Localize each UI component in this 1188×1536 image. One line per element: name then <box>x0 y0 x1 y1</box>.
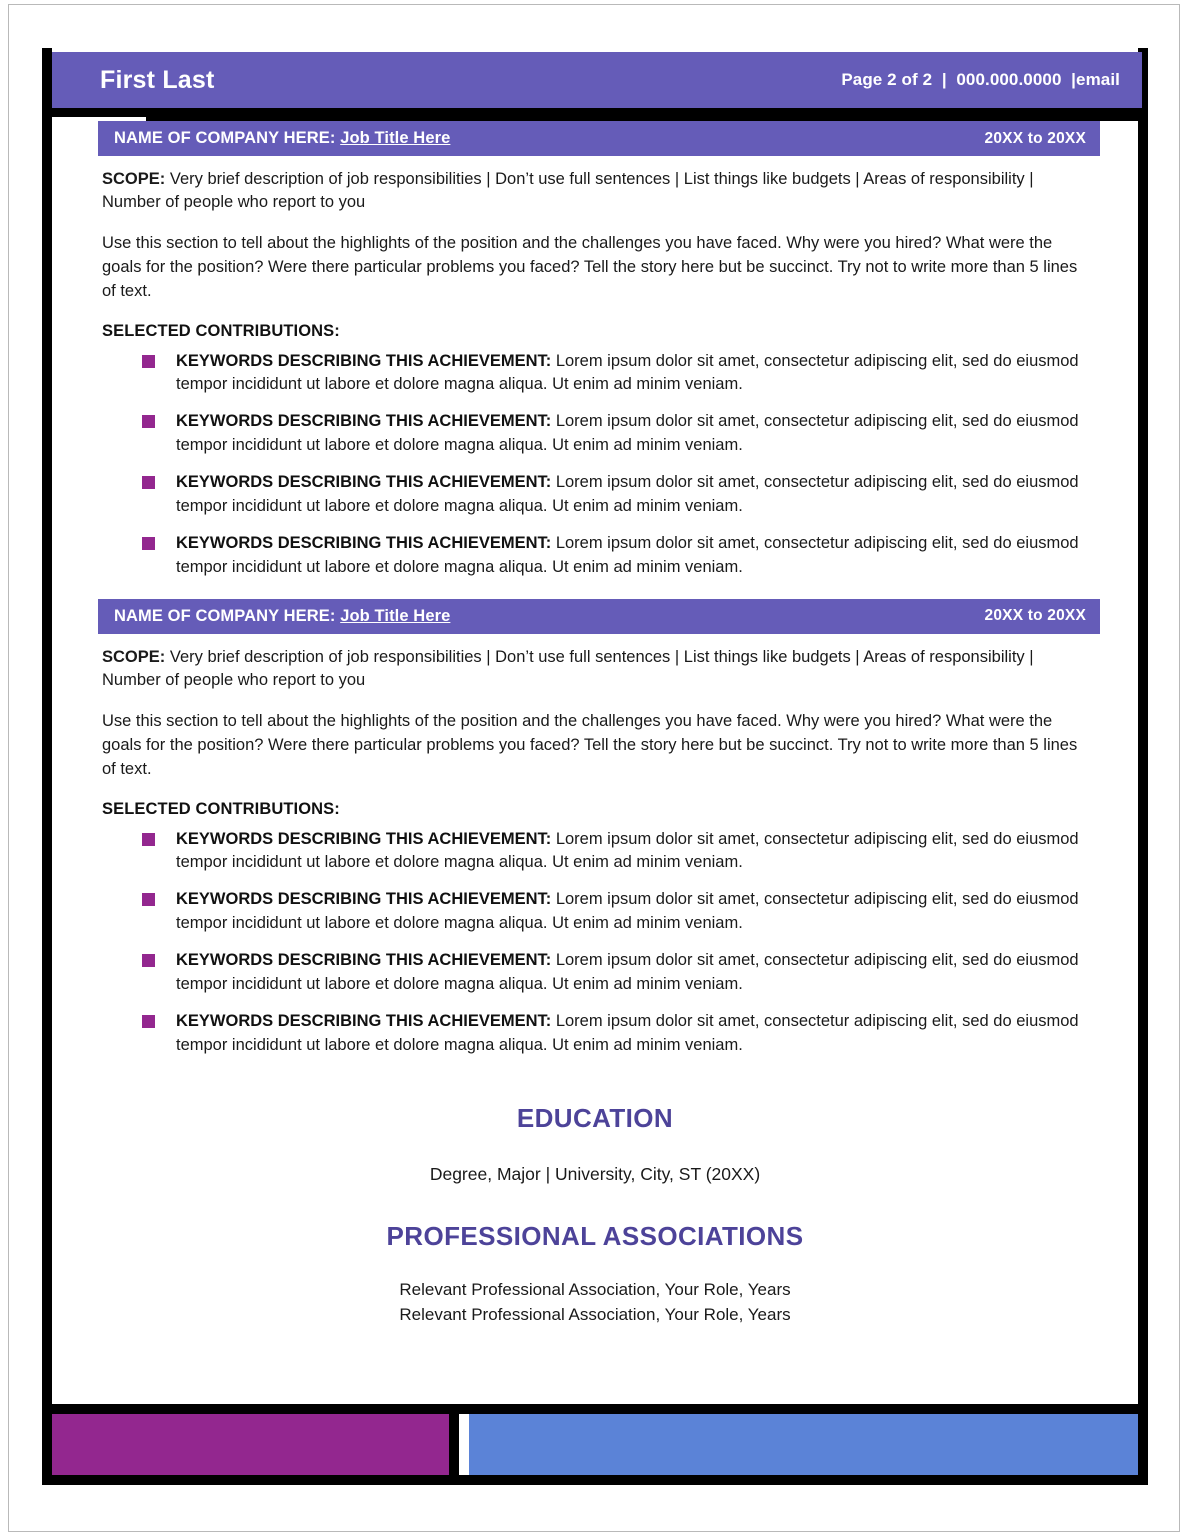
footer-accent-bar-magenta <box>52 1414 459 1475</box>
scope-text-2: Very brief description of job responsibilities | Don’t use full sentences | List things like budgets | Areas of responsibility | Number of people who report to you <box>102 647 1034 690</box>
bullet-keyword: KEYWORDS DESCRIBING THIS ACHIEVEMENT: <box>176 951 552 970</box>
bullet-text: Lorem ipsum dolor sit amet, consectetur adipiscing elit, sed do eiusmod tempor incididunt ut labore et dolore magna aliqua. Ut enim ad minim veniam. <box>176 829 1079 871</box>
square-bullet-icon <box>142 415 155 428</box>
bullet-text: Lorem ipsum dolor sit amet, consectetur adipiscing elit, sed do eiusmod tempor incididunt ut labore et dolore magna aliqua. Ut enim ad minim veniam. <box>176 951 1079 993</box>
square-bullet-icon <box>142 833 155 846</box>
header-person-name: First Last <box>100 65 215 94</box>
job-scope-1 <box>102 168 1094 215</box>
education-section-title: EDUCATION <box>516 1102 674 1133</box>
associations-list <box>52 1278 1138 1327</box>
job-dates-1: 20XX to 20XX <box>984 129 1086 147</box>
contributions-list-2 <box>102 828 1094 1057</box>
list-item <box>102 888 1094 935</box>
contributions-list-1 <box>102 350 1094 579</box>
job-scope-2 <box>102 646 1094 693</box>
scope-text-1: Very brief description of job responsibilities | Don’t use full sentences | List things like budgets | Areas of responsibility | Number of people who report to you <box>102 170 1034 212</box>
square-bullet-icon <box>142 476 155 489</box>
job-title-link-1[interactable]: Job Title Here <box>340 129 451 147</box>
bullet-keyword: KEYWORDS DESCRIBING THIS ACHIEVEMENT: <box>176 1012 552 1031</box>
page-header <box>52 52 1142 108</box>
experience-entry-2 <box>52 599 1138 1057</box>
section-spacer <box>52 579 1138 599</box>
associations-section-title: PROFESSIONAL ASSOCIATIONS <box>386 1220 804 1251</box>
header-rule-right <box>146 108 1148 121</box>
bullet-text: Lorem ipsum dolor sit amet, consectetur adipiscing elit, sed do eiusmod tempor incididunt ut labore et dolore magna aliqua. Ut enim ad minim veniam. <box>176 412 1079 454</box>
square-bullet-icon <box>142 893 155 906</box>
bullet-text: Lorem ipsum dolor sit amet, consectetur adipiscing elit, sed do eiusmod tempor incididunt ut labore et dolore magna aliqua. Ut enim ad minim veniam. <box>176 534 1079 576</box>
job-company-1: NAME OF COMPANY HERE: <box>114 129 336 147</box>
square-bullet-icon <box>142 1015 155 1028</box>
list-item <box>102 828 1094 875</box>
job-header-bar-1 <box>98 121 1100 156</box>
contributions-label-1: SELECTED CONTRIBUTIONS: <box>102 321 340 340</box>
square-bullet-icon <box>142 355 155 368</box>
list-item <box>102 532 1094 579</box>
list-item <box>102 471 1094 518</box>
bullet-keyword: KEYWORDS DESCRIBING THIS ACHIEVEMENT: <box>176 534 552 553</box>
job-story-1: Use this section to tell about the highlights of the position and the challenges you have faced. Why were you hired? What were the goals for the position? Were there particular problems you faced? Tell the story here but be succinct. Try not to write more than 5 lines of text. <box>102 233 1078 301</box>
list-item <box>102 350 1094 397</box>
list-item <box>102 1010 1094 1057</box>
education-entry: Degree, Major | University, City, ST (20XX) <box>429 1163 761 1184</box>
association-entry: Relevant Professional Association, Your Role, Years <box>399 1304 791 1324</box>
header-contact-meta: Page 2 of 2 | 000.000.0000 |email <box>841 70 1120 89</box>
list-item <box>102 410 1094 457</box>
square-bullet-icon <box>142 954 155 967</box>
bullet-text: Lorem ipsum dolor sit amet, consectetur adipiscing elit, sed do eiusmod tempor incididunt ut labore et dolore magna aliqua. Ut enim ad minim veniam. <box>176 473 1079 515</box>
association-entry: Relevant Professional Association, Your Role, Years <box>399 1279 791 1299</box>
bullet-keyword: KEYWORDS DESCRIBING THIS ACHIEVEMENT: <box>176 829 552 848</box>
square-bullet-icon <box>142 537 155 550</box>
footer-accent-bar-blue <box>469 1414 1138 1475</box>
bullet-keyword: KEYWORDS DESCRIBING THIS ACHIEVEMENT: <box>176 412 552 431</box>
job-header-bar-2 <box>98 599 1100 634</box>
bullet-keyword: KEYWORDS DESCRIBING THIS ACHIEVEMENT: <box>176 890 552 909</box>
bullet-keyword: KEYWORDS DESCRIBING THIS ACHIEVEMENT: <box>176 351 552 370</box>
job-body-2 <box>98 646 1100 1057</box>
list-item <box>102 949 1094 996</box>
footer-divider-rule <box>42 1404 1148 1414</box>
bullet-keyword: KEYWORDS DESCRIBING THIS ACHIEVEMENT: <box>176 473 552 492</box>
scope-label-1: SCOPE: <box>102 170 166 188</box>
scope-label-2: SCOPE: <box>102 647 166 666</box>
contributions-label-2: SELECTED CONTRIBUTIONS: <box>102 799 340 818</box>
job-dates-2: 20XX to 20XX <box>984 607 1086 625</box>
bullet-text: Lorem ipsum dolor sit amet, consectetur adipiscing elit, sed do eiusmod tempor incididunt ut labore et dolore magna aliqua. Ut enim ad minim veniam. <box>176 1012 1079 1054</box>
experience-entry-1 <box>52 121 1138 579</box>
job-story-2: Use this section to tell about the highlights of the position and the challenges you have faced. Why were you hired? What were the goals for the position? Were there particular problems you faced? Tell the story here but be succinct. Try not to write more than 5 lines of text. <box>102 711 1078 779</box>
job-company-2: NAME OF COMPANY HERE: <box>114 606 336 625</box>
resume-content <box>52 121 1138 1327</box>
job-company-and-title-2 <box>114 607 450 626</box>
job-title-link-2[interactable]: Job Title Here <box>340 606 451 625</box>
bullet-text: Lorem ipsum dolor sit amet, consectetur adipiscing elit, sed do eiusmod tempor incididunt ut labore et dolore magna aliqua. Ut enim ad minim veniam. <box>176 351 1079 394</box>
bullet-text: Lorem ipsum dolor sit amet, consectetur adipiscing elit, sed do eiusmod tempor incididunt ut labore et dolore magna aliqua. Ut enim ad minim veniam. <box>176 890 1079 932</box>
job-body-1 <box>98 168 1100 579</box>
job-company-and-title-1 <box>114 129 450 148</box>
header-rule-left <box>52 108 146 117</box>
